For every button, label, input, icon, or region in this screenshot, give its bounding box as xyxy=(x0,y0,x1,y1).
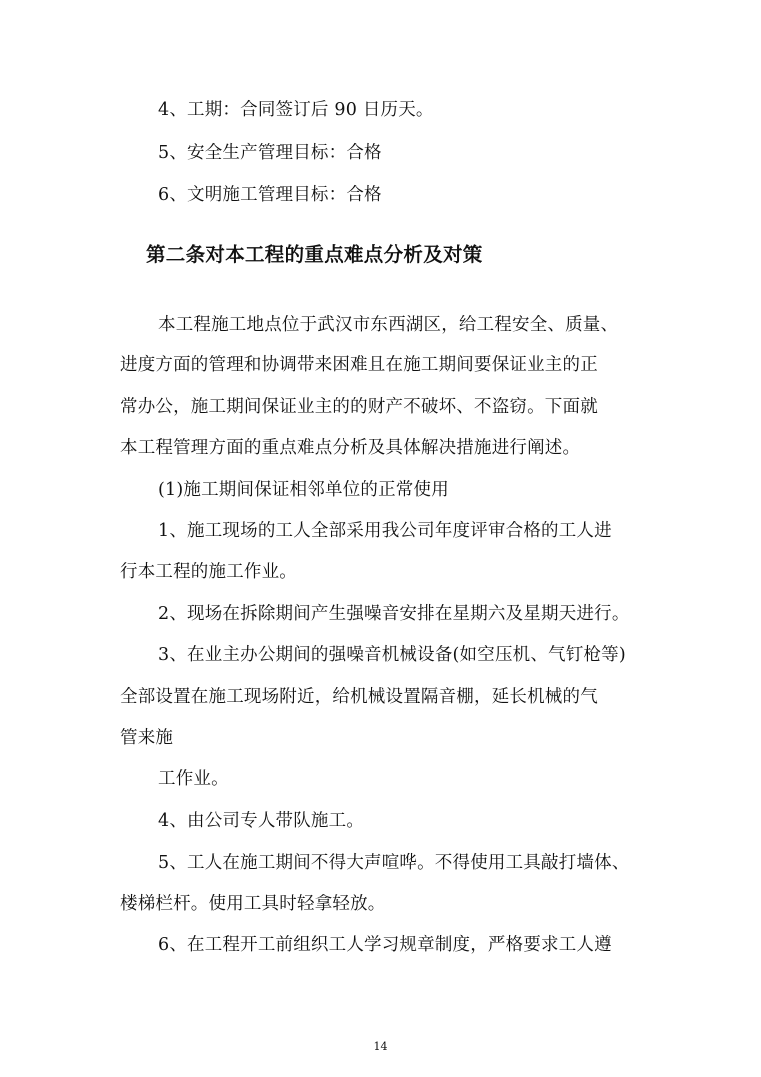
goal-civilized: 6、文明施工管理目标：合格 xyxy=(158,185,382,205)
measure-2: 2、现场在拆除期间产生强噪音安排在星期六及星期天进行。 xyxy=(158,604,630,624)
measure-1-line-2: 行本工程的施工作业。 xyxy=(120,562,297,582)
goal-duration: 4、工期：合同签订后 90 日历天。 xyxy=(158,100,434,120)
page-number: 14 xyxy=(373,1040,388,1053)
measure-3-line-3: 管来施 xyxy=(120,728,174,748)
measure-3-line-1: 3、在业主办公期间的强噪音机械设备(如空压机、气钉枪等) xyxy=(158,645,626,665)
goal-safety: 5、安全生产管理目标：合格 xyxy=(158,143,382,163)
section-heading: 第二条对本工程的重点难点分析及对策 xyxy=(146,243,483,266)
measure-3-line-2: 全部设置在施工现场附近，给机械设置隔音棚，延长机械的气 xyxy=(120,687,598,707)
measure-6-line-1: 6、在工程开工前组织工人学习规章制度，严格要求工人遵 xyxy=(158,935,612,955)
intro-line-2: 进度方面的管理和协调带来困难且在施工期间要保证业主的正 xyxy=(120,355,598,375)
measure-1-line-1: 1、施工现场的工人全部采用我公司年度评审合格的工人进 xyxy=(158,521,612,541)
measure-5-line-2: 楼梯栏杆。使用工具时轻拿轻放。 xyxy=(120,894,386,914)
intro-line-1: 本工程施工地点位于武汉市东西湖区，给工程安全、质量、 xyxy=(158,315,619,335)
measure-4: 4、由公司专人带队施工。 xyxy=(158,811,365,831)
subheading: (1)施工期间保证相邻单位的正常使用 xyxy=(158,480,449,500)
measure-3-line-4: 工作业。 xyxy=(158,769,229,789)
intro-line-4: 本工程管理方面的重点难点分析及具体解决措施进行阐述。 xyxy=(120,438,581,458)
intro-line-3: 常办公，施工期间保证业主的的财产不破坏、不盗窃。下面就 xyxy=(120,397,598,417)
measure-5-line-1: 5、工人在施工期间不得大声喧哗。不得使用工具敲打墙体、 xyxy=(158,853,630,873)
